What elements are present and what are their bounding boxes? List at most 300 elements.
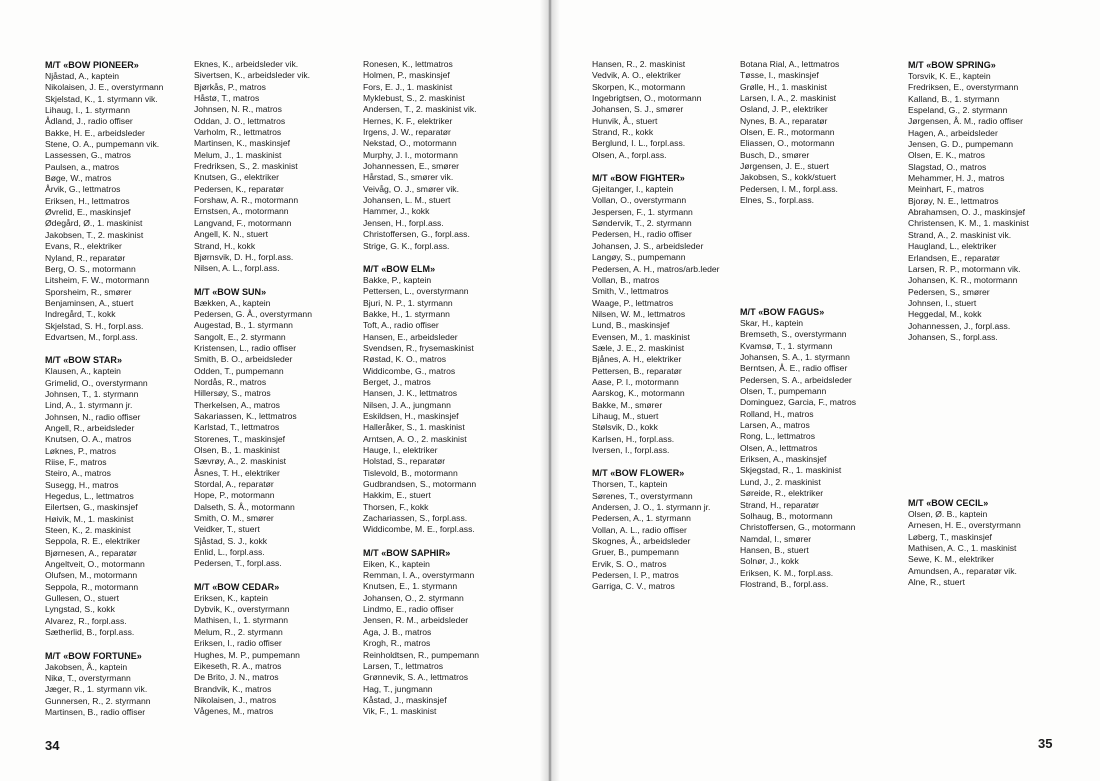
crew-entry: Widdicombe, M. E., forpl.ass. [363,524,475,535]
crew-entry: Smith, B. O., arbeidsleder [194,354,293,365]
crew-entry: Forshaw, A. R., motormann [194,195,299,206]
column-3 [363,59,479,718]
crew-entry: Knutsen, O. A., matros [45,434,132,445]
crew-entry: Nyland, R., reparatør [45,252,126,263]
crew-entry: Pedersen, H., radio offiser [592,229,692,240]
crew-entry: Bjørkås, P., matros [194,81,266,92]
crew-entry: Hagen, A., arbeidsleder [908,127,998,138]
ship-title-bow-elm: M/T «BOW ELM» [363,263,436,274]
crew-entry: Thorsen, F., kokk [363,501,429,512]
crew-entry: Berget, J., matros [363,376,431,387]
crew-entry: Ødegård, Ø., 1. maskinist [45,218,143,229]
crew-entry: Nikolaisen, J. E., overstyrmann [45,82,164,93]
column-6 [908,59,1029,343]
crew-entry: Søndervik, T., 2. styrmann [592,218,692,229]
crew-entry: Lund, J., 2. maskinist [740,476,821,487]
crew-entry: Skjelstad, K., 1. styrmann vik. [45,93,158,104]
crew-entry: Jørgensen, Å. M., radio offiser [908,116,1023,127]
crew-entry: Meinhart, F., matros [908,184,984,195]
crew-entry: Widdicombe, G., matros [363,365,456,376]
crew-entry: Søreide, R., elektriker [740,488,824,499]
crew-entry: Nilsen, A. L., forpl.ass. [194,263,280,274]
crew-entry: Bøge, W., matros [45,173,112,184]
crew-entry: Torsvik, K. E., kaptein [908,71,991,81]
crew-entry: Olsen, T., pumpemann [740,386,827,397]
crew-entry: Reinholdtsen, R., pumpemann [363,649,480,660]
column-4 [592,59,720,593]
crew-entry: Ingebrigtsen, O., motormann [592,93,702,104]
crew-entry: Øvrelid, E., maskinsjef [45,207,131,218]
crew-entry: Storenes, T., maskinsjef [194,433,286,444]
crew-entry: Myklebust, S., 2. maskinist [363,93,465,104]
crew-entry: Murphy, J. I., motormann [363,149,458,160]
crew-entry: Stølsvik, D., kokk [592,422,658,433]
crew-entry: Alne, R., stuert [908,577,965,588]
crew-entry: Hansen, J. K., lettmatros [363,388,458,399]
crew-list-bow-sun [194,298,312,570]
crew-entry: Karlsen, H., forpl.ass. [592,433,675,444]
crew-entry: Skar, H., kaptein [740,318,804,328]
crew-entry: Paulsen, a., matros [45,161,120,172]
crew-entry: Kvamsø, T., 1. styrmann [740,340,833,351]
crew-entry: Kalland, B., 1. styrmann [908,93,1000,104]
crew-entry: Vollan, B., matros [592,274,660,285]
crew-entry: Kristensen, L., radio offiser [194,342,297,353]
crew-entry: Ronesen, K., lettmatros [363,59,453,69]
crew-entry: Namdal, I., smører [740,533,812,544]
ship-title-bow-saphir: M/T «BOW SAPHIR» [363,547,451,558]
crew-entry: Odden, T., pumpemann [194,365,284,376]
crew-entry: Sewe, K. M., elektriker [908,554,994,565]
crew-entry: Bakke, H. E., arbeidsleder [45,127,145,138]
crew-entry: Svendsen, R., frysemaskinist [363,342,474,353]
crew-entry: Ådland, J., radio offiser [45,116,133,127]
crew-entry: Vollan, O., overstyrmann [592,195,687,206]
crew-entry: Ervik, S. O., matros [592,558,667,569]
ship-title-bow-cecil: M/T «BOW CECIL» [908,498,989,508]
crew-entry: Jakobsen, S., kokk/stuert [740,172,837,183]
crew-entry: Fredriksen, E., overstyrmann [908,82,1019,93]
crew-entry: Olsen, B., 1. maskinist [194,445,280,455]
ship-title-bow-fagus: M/T «BOW FAGUS» [740,307,825,317]
crew-entry: Bjørnsvik, D. H., forpl.ass. [194,251,294,262]
crew-entry: Holstad, S., reparatør [363,456,446,467]
crew-entry: Sævrøy, A., 2. maskinist [194,456,287,467]
crew-entry: Hansen, E., arbeidsleder [363,331,458,342]
crew-entry: Vik, F., 1. maskinist [363,706,437,717]
crew-entry: Sjåstad, S. J., kokk [194,535,268,546]
crew-entry: Berglund, I. L., forpl.ass. [592,138,686,149]
crew-entry: Hope, P., motormann [194,490,275,501]
crew-entry: Veivåg, O. J., smører vik. [363,183,459,194]
crew-entry: Pedersen, G. Å., overstyrmann [194,308,312,319]
crew-entry: Eriksen, H., lettmatros [45,195,130,206]
crew-list-bow-star [45,366,163,638]
crew-entry: Remman, I. A., overstyrmann [363,570,475,581]
crew-entry: Njåstad, A., kaptein [45,71,120,81]
crew-entry: Heggedal, M., kokk [908,309,982,320]
ship-title-bow-cedar: M/T «BOW CEDAR» [194,581,280,592]
crew-list-bow-pioneer [45,71,163,343]
crew-list-bow-flower-continued [740,59,839,206]
crew-entry: Johansen, K. R., motormann [908,275,1018,286]
crew-entry: Skorpen, K., motormann [592,81,686,92]
crew-entry: Johansen, S. J., smører [592,104,684,115]
crew-entry: Pedersen, S., smører [908,286,990,297]
page-number-left: 34 [45,738,60,753]
crew-entry: Eiken, K., kaptein [363,558,430,569]
crew-entry: Jensen, G. D., pumpemann [908,139,1014,150]
crew-entry: Grimelid, O., overstyrmann [45,377,148,388]
crew-entry: Pedersen, A., 1. styrmann [592,513,691,524]
crew-entry: Zachariassen, S., forpl.ass. [363,513,468,524]
crew-entry: Sangolt, E., 2. styrmann [194,331,286,342]
column-2 [194,59,312,718]
crew-entry: Jespersen, F., 1. styrmann [592,206,693,217]
column-6-cecil [908,497,1021,588]
right-page [552,0,1100,781]
crew-entry: Krogh, R., matros [363,638,431,649]
crew-entry: Ernstsen, A., motormann [194,206,289,217]
crew-entry: Vollan, A. L., radio offiser [592,524,687,535]
crew-entry: Bakke, H., 1. styrmann [363,308,450,319]
crew-entry: Vedvik, A. O., elektriker [592,70,681,81]
crew-entry: Angeltveit, O., motormann [45,559,145,570]
crew-entry: Bakke, M., smører [592,399,663,410]
crew-list-bow-fighter [592,184,720,456]
crew-entry: Bækken, A., kaptein [194,297,271,308]
crew-list-bow-saphir [363,559,479,718]
crew-entry: Bjuri, N. P., 1. styrmann [363,297,453,308]
crew-entry: Eriksen, K. M., forpl.ass. [740,567,834,578]
crew-entry: Åsnes, T. H., elektriker [194,467,280,478]
ship-title-bow-fighter: M/T «BOW FIGHTER» [592,173,685,184]
crew-entry: Litsheim, F. W., motormann [45,275,150,286]
crew-entry: Årvik, G., lettmatros [45,184,121,195]
crew-entry: Dybvik, K., overstyrmann [194,604,290,615]
crew-entry: Nilsen, W. M., lettmatros [592,308,686,319]
crew-entry: Pettersen, B., reparatør [592,365,682,376]
crew-entry: Pedersen, I. M., forpl.ass. [740,183,838,194]
crew-entry: Strand, R., kokk [592,127,654,138]
book-spine-shadow [540,0,560,781]
crew-entry: Jæger, R., 1. styrmann vik. [45,684,148,695]
column-5-fagus [740,306,856,590]
ship-title-bow-spring: M/T «BOW SPRING» [908,60,996,70]
crew-entry: Lihaug, I., 1. styrmann [45,105,131,116]
crew-entry: Grølle, H., 1. maskinist [740,81,827,92]
crew-entry: Johansen, S., forpl.ass. [908,331,998,342]
crew-entry: Indregård, T., kokk [45,309,116,320]
crew-entry: Eknes, K., arbeidsleder vik. [194,59,299,69]
crew-entry: Johansen, O., 2. styrmann [363,592,464,603]
crew-entry: Skjegstad, R., 1. maskinist [740,465,842,476]
left-page [0,0,548,781]
crew-entry: Høivik, M., 1. maskinist [45,513,134,524]
crew-entry: Fors, E. J., 1. maskinist [363,81,453,92]
crew-entry: Eikeseth, R. A., matros [194,660,282,671]
ship-title-bow-flower: M/T «BOW FLOWER» [592,468,685,479]
crew-entry: Pettersen, L., overstyrmann [363,286,469,297]
crew-entry: Benjaminsen, A., stuert [45,297,134,308]
crew-entry: Hårstad, S., smører vik. [363,172,454,183]
crew-entry: Mathisen, A. C., 1. maskinist [908,543,1017,554]
crew-entry: Vågenes, M., matros [194,706,274,717]
crew-entry: Nikolaisen, J., matros [194,694,277,705]
crew-entry: Larsen, A., matros [740,420,810,431]
crew-entry: Sætherlid, B., forpl.ass. [45,627,135,638]
crew-entry: Larsen, T., lettmatros [363,660,444,671]
crew-entry: Gunnersen, R., 2. styrmann [45,695,151,706]
crew-entry: Jensen, R. M., arbeidsleder [363,615,469,626]
crew-entry: Slagstad, O., matros [908,161,987,172]
crew-entry: Melum, R., 2. styrmann [194,626,283,637]
crew-entry: Håstø, T., matros [194,93,260,104]
crew-entry: Pedersen, I. P., matros [592,570,679,581]
crew-entry: Martinsen, B., radio offiser [45,706,146,717]
crew-entry: Jakobsen, T., 2. maskinist [45,229,144,240]
crew-entry: Hansen, R., 2. maskinist [592,59,686,69]
crew-entry: Jakobsen, Å., kaptein [45,661,128,672]
crew-entry: Bjånes, A. H., elektriker [592,354,682,365]
crew-entry: Hauge, I., elektriker [363,445,438,455]
crew-entry: Aarskog, K., motormann [592,388,685,399]
crew-entry: Eriksen, I., radio offiser [194,638,282,649]
crew-entry: Andersen, T., 2. maskinist vik. [363,104,477,115]
crew-entry: Angell, R., arbeidsleder [45,422,135,433]
crew-entry: Gudbrandsen, S., motormann [363,479,477,490]
crew-entry: Johannessen, J., forpl.ass. [908,320,1011,331]
crew-entry: Seppola, R. E., elektriker [45,536,141,547]
crew-entry: Therkelsen, A., matros [194,399,280,410]
crew-entry: Nordås, R., matros [194,376,267,387]
crew-entry: Hunvik, Å., stuert [592,115,658,126]
crew-entry: Enlid, L., forpl.ass. [194,547,265,558]
crew-entry: Hammer, J., kokk [363,206,430,217]
crew-entry: Strand, A., 2. maskinist vik. [908,229,1012,240]
crew-entry: Langvand, F., motormann [194,217,292,228]
crew-entry: Alvarez, R., forpl.ass. [45,615,127,626]
crew-entry: Løberg, T., maskinsjef [908,531,992,542]
crew-entry: Elnes, S., forpl.ass. [740,195,815,206]
crew-entry: Halleråker, S., 1. maskinist [363,422,465,433]
crew-entry: Stordal, A., reparatør [194,479,274,490]
crew-entry: Veidker, T., stuert [194,524,260,535]
crew-entry: Thorsen, T., kaptein [592,479,668,490]
crew-entry: Gullesen, O., stuert [45,593,120,604]
crew-entry: Edvartsen, M., forpl.ass. [45,331,138,342]
column-1 [45,59,163,718]
crew-entry: Larsen, R. P., motormann vik. [908,263,1021,274]
crew-entry: Lind, A., 1. styrmann jr. [45,400,133,411]
crew-entry: Pedersen, A. H., matros/arb.leder [592,263,720,274]
crew-entry: Martinsen, K., maskinsjef [194,138,290,149]
crew-entry: Flostrand, B., forpl.ass. [740,578,829,589]
crew-entry: Eriksen, K., kaptein [194,592,269,603]
crew-entry: Johnsen, T., 1. styrmann [45,388,139,399]
crew-entry: Eskildsen, H., maskinsjef [363,410,459,421]
crew-entry: Lund, B., maskinsjef [592,320,670,331]
crew-entry: Johansen, J. S., arbeidsleder [592,240,704,251]
crew-entry: Aase, P. I., motormann [592,376,679,387]
crew-entry: Angell, K. N., stuert [194,229,269,240]
crew-entry: Lyngstad, S., kokk [45,604,115,615]
crew-entry: Johnsen, N. R., matros [194,104,282,115]
crew-entry: Sporsheim, R., smører [45,286,132,297]
crew-list-bow-fortune-continued [194,59,312,275]
crew-entry: Amundsen, A., reparatør vik. [908,565,1017,576]
crew-entry: Løknes, P., matros [45,445,117,456]
crew-entry: Irgens, J. W., reparatør [363,127,451,138]
crew-entry: Oddan, J. O., lettmatros [194,115,286,126]
crew-entry: Gruer, B., pumpemann [592,547,679,558]
crew-entry: Riise, F., matros [45,457,107,467]
crew-entry: Andersen, J. O., 1. styrmann jr. [592,502,711,513]
crew-entry: Langøy, S., pumpemann [592,252,686,263]
crew-entry: Gjeitanger, I., kaptein [592,184,674,195]
crew-entry: Haugland, L., elektriker [908,241,997,252]
crew-entry: Hansen, B., stuert [740,544,809,555]
crew-entry: Olsen, Ø. B., kaptein [908,509,988,519]
crew-entry: Larsen, I. A., 2. maskinist [740,93,837,104]
crew-entry: Waage, P., lettmatros [592,297,674,308]
crew-entry: Nikø, T., overstyrmann [45,672,131,683]
crew-entry: Pedersen, K., reparatør [194,183,284,194]
crew-entry: Lindmo, E., radio offiser [363,604,454,615]
crew-entry: Berg, O. S., motormann [45,263,136,274]
crew-entry: Hegedus, L., lettmatros [45,491,134,502]
crew-entry: Bjørnesen, A., reparatør [45,547,137,558]
crew-entry: Hag, T., jungmann [363,683,433,694]
crew-entry: Augestad, B., 1. styrmann [194,320,293,331]
crew-entry: Tøsse, I., maskinsjef [740,70,819,81]
ship-title-bow-fortune: M/T «BOW FORTUNE» [45,650,142,661]
crew-entry: Steen, K., 2. maskinist [45,525,131,536]
crew-entry: Bakke, P., kaptein [363,274,432,285]
crew-entry: Kåstad, J., maskinsjef [363,694,447,705]
crew-entry: Abrahamsen, O. J., maskinsjef [908,207,1026,218]
crew-entry: Knutsen, E., 1. styrmann [363,581,458,592]
crew-entry: Olsen, E. R., motormann [740,127,835,138]
crew-entry: Olsen, A., forpl.ass. [592,149,667,160]
crew-entry: Smith, O. M., smører [194,513,274,524]
crew-entry: Pedersen, T., forpl.ass. [194,558,282,569]
crew-entry: Solnør, J., kokk [740,556,799,567]
crew-entry: Garriga, C. V., matros [592,581,675,592]
crew-entry: Hillersøy, S., matros [194,388,271,399]
crew-entry: Grønnevik, S. A., lettmatros [363,672,469,683]
crew-entry: Evensen, M., 1. maskinist [592,331,690,342]
page-number-right: 35 [1038,736,1053,751]
crew-entry: Iversen, I., forpl.ass. [592,445,670,455]
crew-entry: Stene, O. A., pumpemann vik. [45,139,160,150]
crew-entry: Lihaug, M., stuert [592,410,659,421]
ship-title-bow-pioneer: M/T «BOW PIONEER» [45,60,139,70]
crew-entry: Rong, L., lettmatros [740,431,815,442]
ship-title-bow-star: M/T «BOW STAR» [45,355,123,366]
crew-entry: Christoffersen, G., motormann [740,522,856,533]
crew-entry: Toft, A., radio offiser [363,320,439,331]
crew-entry: Dominguez, Garcia, F., matros [740,397,857,408]
crew-entry: Sørenes, T., overstyrmann [592,490,693,501]
crew-entry: Evans, R., elektriker [45,241,122,252]
crew-entry: Varholm, R., lettmatros [194,127,282,138]
crew-entry: Bjorøy, N. E., lettmatros [908,195,999,206]
crew-list-bow-cecil [908,509,1021,588]
crew-entry: Eriksen, A., maskinsjef [740,454,827,465]
crew-entry: Skognes, Å., arbeidsleder [592,536,691,547]
crew-entry: Eliassen, O., motormann [740,138,835,149]
crew-entry: Tislevold, B., motormann [363,467,458,478]
crew-entry: Nekstad, O., motormann [363,138,457,149]
crew-entry: Rolland, H., matros [740,408,814,419]
crew-entry: Brandvik, K., matros [194,683,272,694]
crew-entry: Holmen, P., maskinsjef [363,70,450,81]
crew-entry: Christoffersen, G., forpl.ass. [363,229,470,240]
crew-entry: De Brito, J. N., matros [194,672,279,683]
crew-entry: Lassessen, G., matros [45,150,131,161]
crew-list-bow-spring [908,71,1029,343]
crew-entry: Melum, J., 1. maskinist [194,149,282,160]
crew-entry: Eilertsen, G., maskinsjef [45,502,138,513]
crew-entry: Johansen, L. M., stuert [363,195,451,206]
crew-entry: Smith, V., lettmatros [592,286,669,297]
crew-entry: Aga, J. B., matros [363,626,432,637]
crew-entry: Skjelstad, S. H., forpl.ass. [45,320,144,331]
crew-entry: Sæle, J. E., 2. maskinist [592,342,685,353]
crew-entry: Espeland, G., 2. styrmann [908,105,1008,116]
crew-entry: Jensen, H., forpl.ass. [363,217,444,228]
crew-entry: Arntsen, A. O., 2. maskinist [363,433,467,444]
crew-entry: Arnesen, H. E., overstyrmann [908,520,1021,531]
crew-entry: Osland, J. P., elektriker [740,104,828,115]
column-5 [740,59,839,206]
crew-entry: Christensen, K. M., 1. maskinist [908,218,1029,229]
crew-entry: Johnsen, I., stuert [908,297,977,308]
crew-entry: Mehammer, H. J., matros [908,173,1005,184]
crew-entry: Berntsen, Å. E., radio offiser [740,363,848,374]
ship-title-bow-sun: M/T «BOW SUN» [194,286,267,297]
crew-entry: Strand, H., kokk [194,240,256,251]
crew-list-bow-cedar [194,593,312,718]
crew-entry: Hughes, M. P., pumpemann [194,649,300,660]
crew-entry: Sakariassen, K., lettmatros [194,410,297,421]
crew-entry: Steiro, A., matros [45,468,111,479]
crew-entry: Hakkim, E., stuert [363,490,431,501]
crew-entry: Nynes, B. A., reparatør [740,115,828,126]
crew-entry: Knutsen, G., elektriker [194,172,280,183]
crew-entry: Olsen, E. K., matros [908,150,985,161]
crew-entry: Erlandsen, E., reparatør [908,252,1000,263]
crew-entry: Hernes, K. F., elektriker [363,115,453,126]
crew-entry: Mathisen, I., 1. styrmann [194,615,289,626]
crew-list-bow-elm [363,275,479,536]
crew-entry: Olufsen, M., motormann [45,570,138,581]
crew-entry: Bremseth, S., overstyrmann [740,329,847,340]
crew-entry: Johnsen, N., radio offiser [45,411,141,422]
crew-list-bow-fagus [740,318,856,590]
crew-entry: Solhaug, B., motormann [740,510,833,521]
crew-entry: Pedersen, S. A., arbeidsleder [740,374,852,385]
crew-list-bow-cedar-continued [363,59,479,252]
crew-entry: Fredriksen, S., 2. maskinist [194,161,298,172]
crew-entry: Johansen, S. A., 1. styrmann [740,352,850,363]
crew-entry: Olsen, A., lettmatros [740,442,818,453]
crew-list-bow-saphir-continued [592,59,720,161]
crew-entry: Strige, G. K., forpl.ass. [363,240,450,251]
crew-entry: Jørgensen, J. E., stuert [740,161,829,172]
crew-entry: Sivertsen, K., arbeidsleder vik. [194,70,311,81]
